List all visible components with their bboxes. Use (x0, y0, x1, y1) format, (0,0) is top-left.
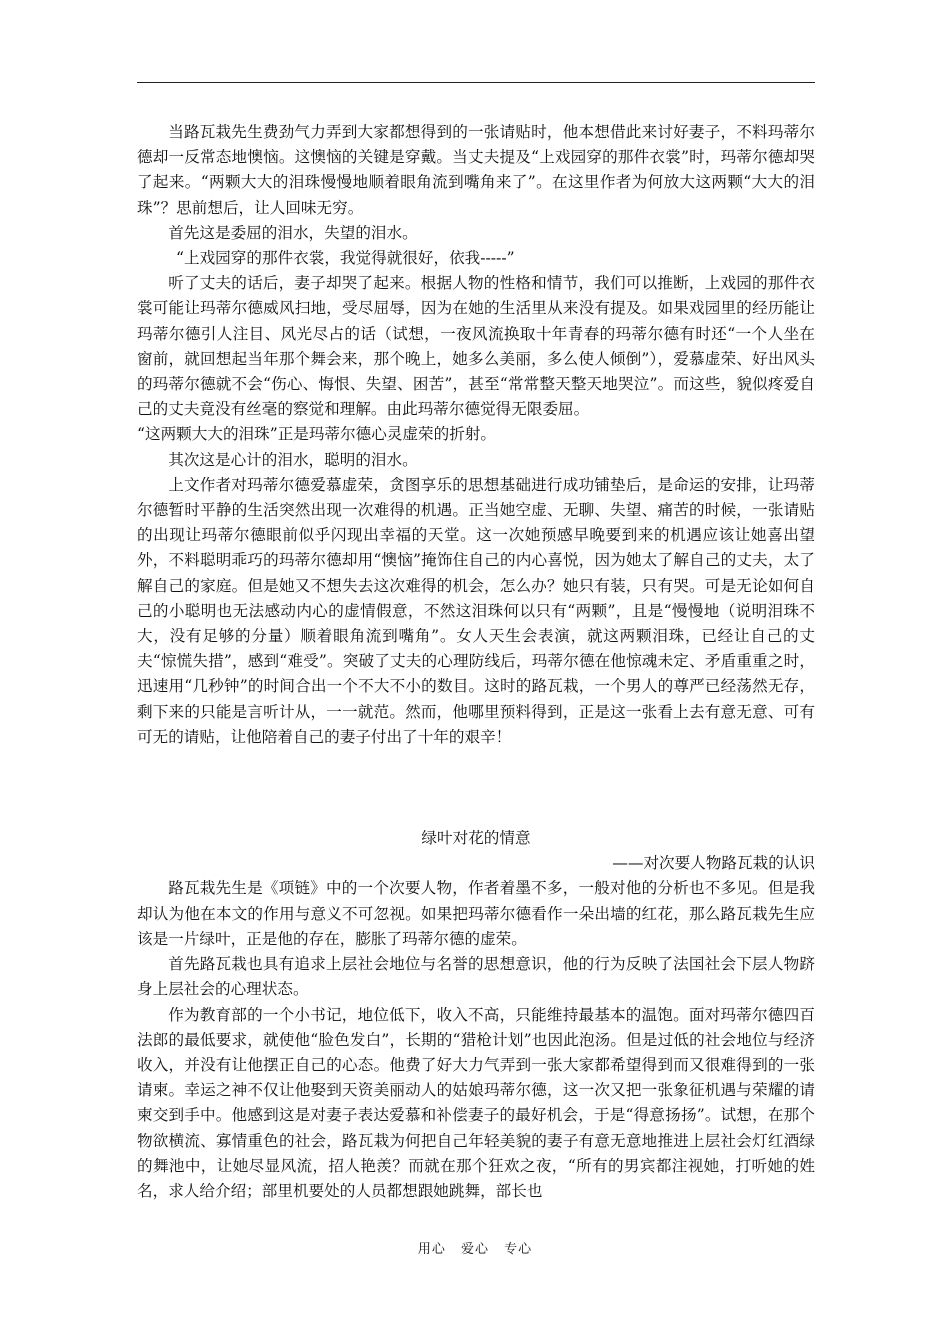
paragraph: 当路瓦栽先生费劲气力弄到大家都想得到的一张请贴时，他本想借此来讨好妻子，不料玛蒂尔德却一反常态地懊恼。这懊恼的关键是穿戴。当丈夫提及“上戏园穿的那件衣裳”时，玛蒂尔德却哭了起来。“两颗大大的泪珠慢慢地顺着眼角流到嘴角来了”。在这里作者为何放大这两颗“大大的泪珠”？思前想后，让人回味无穷。 (137, 123, 815, 217)
section-title: 绿叶对花的情意 (421, 829, 531, 848)
paragraph: “这两颗大大的泪珠”正是玛蒂尔德心灵虚荣的折射。 (137, 425, 497, 444)
section-subtitle: ——对次要人物路瓦栽的认识 (612, 854, 815, 873)
paragraph: 听了丈夫的话后，妻子却哭了起来。根据人物的性格和情节，我们可以推断，上戏园的那件衣裳可能让玛蒂尔德威风扫地，受尽屈辱，因为在她的生活里从来没有提及。如果戏园里的经历能让玛蒂尔德引人注目、风光尽占的话（试想，一夜风流换取十年青春的玛蒂尔德有时还“一个人坐在窗前，就回想起当年那个舞会来，那个晚上，她多么美丽，多么使人倾倒”），爱慕虚荣、好出风头的玛蒂尔德就不会“伤心、悔恨、失望、困苦”，甚至“常常整天整天地哭泣”。而这些，貌似疼爱自己的丈夫竟没有丝毫的察觉和理解。由此玛蒂尔德觉得无限委屈。 (137, 274, 815, 419)
paragraph: 上文作者对玛蒂尔德爱慕虚荣，贪图享乐的思想基础进行成功铺垫后，是命运的安排，让玛蒂尔德暂时平静的生活突然出现一次难得的机遇。正当她空虚、无聊、失望、痛苦的时候，一张请贴的出现让玛蒂尔德眼前似乎闪现出幸福的天堂。这一次她预感早晚要到来的机遇应该让她喜出望外，不料聪明乖巧的玛蒂尔德却用“懊恼”掩饰住自己的内心喜悦，因为她太了解自己的丈夫，太了解自己的家庭。但是她又不想失去这次难得的机会，怎么办？她只有装，只有哭。可是无论如何自己的小聪明也无法感动内心的虚情假意，不然这泪珠何以只有“两颗”，且是“慢慢地（说明泪珠不大，没有足够的分量）顺着眼角流到嘴角”。女人天生会表演，就这两颗泪珠，已经让自己的丈夫“惊慌失措”，感到“难受”。突破了丈夫的心理防线后，玛蒂尔德在他惊魂未定、矛盾重重之时，迅速用“几秒钟”的时间合出一个不大不小的数目。这时的路瓦栽，一个男人的尊严已经荡然无存，剩下来的只能是言听计从，一一就范。然而，他哪里预料得到，正是这一张看上去有意无意、可有可无的请贴，让他陪着自己的妻子付出了十年的艰辛！ (137, 475, 815, 746)
paragraph: 作为教育部的一个小书记，地位低下，收入不高，只能维持最基本的温饱。面对玛蒂尔德四百法郎的最低要求，就使他“脸色发白”，长期的“猎枪计划”也因此泡汤。但是过低的社会地位与经济收入，并没有让他摆正自己的心态。他费了好大力气弄到一张大家都希望得到而又很难得到的一张请柬。幸运之神不仅让他娶到天资美丽动人的姑娘玛蒂尔德，这一次又把一张象征机遇与荣耀的请柬交到手中。他感到这是对妻子表达爱慕和补偿妻子的最好机会，于是“得意扬扬”。试想，在那个物欲横流、寡情重色的社会，路瓦栽为何把自己年轻美貌的妻子有意无意地推进上层社会灯红酒绿的舞池中，让她尽显风流，招人艳羡？而就在那个狂欢之夜，“所有的男宾都注视她，打听她的姓名，求人给介绍；部里机要处的人员都想跟她跳舞，部长也 (137, 1005, 815, 1200)
paragraph: 首先这是委屈的泪水，失望的泪水。 (168, 223, 418, 242)
document-body (137, 120, 815, 1204)
paragraph: 路瓦栽先生是《项链》中的一个次要人物，作者着墨不多，一般对他的分析也不多见。但是我却认为他在本文的作用与意义不可忽视。如果把玛蒂尔德看作一朵出墙的红花，那么路瓦栽先生应该是一片绿叶，正是他的存在，膨胀了玛蒂尔德的虚荣。 (137, 879, 815, 948)
page-footer: 用心 爱心 专心 (417, 1242, 533, 1257)
section-gap (137, 750, 815, 826)
header-rule (137, 82, 815, 83)
paragraph: 首先路瓦栽也具有追求上层社会地位与名誉的思想意识，他的行为反映了法国社会下层人物跻身上层社会的心理状态。 (137, 955, 815, 999)
quote-paragraph: “上戏园穿的那件衣裳，我觉得就很好，依我-----” (176, 249, 515, 268)
paragraph: 其次这是心计的泪水，聪明的泪水。 (168, 450, 418, 469)
